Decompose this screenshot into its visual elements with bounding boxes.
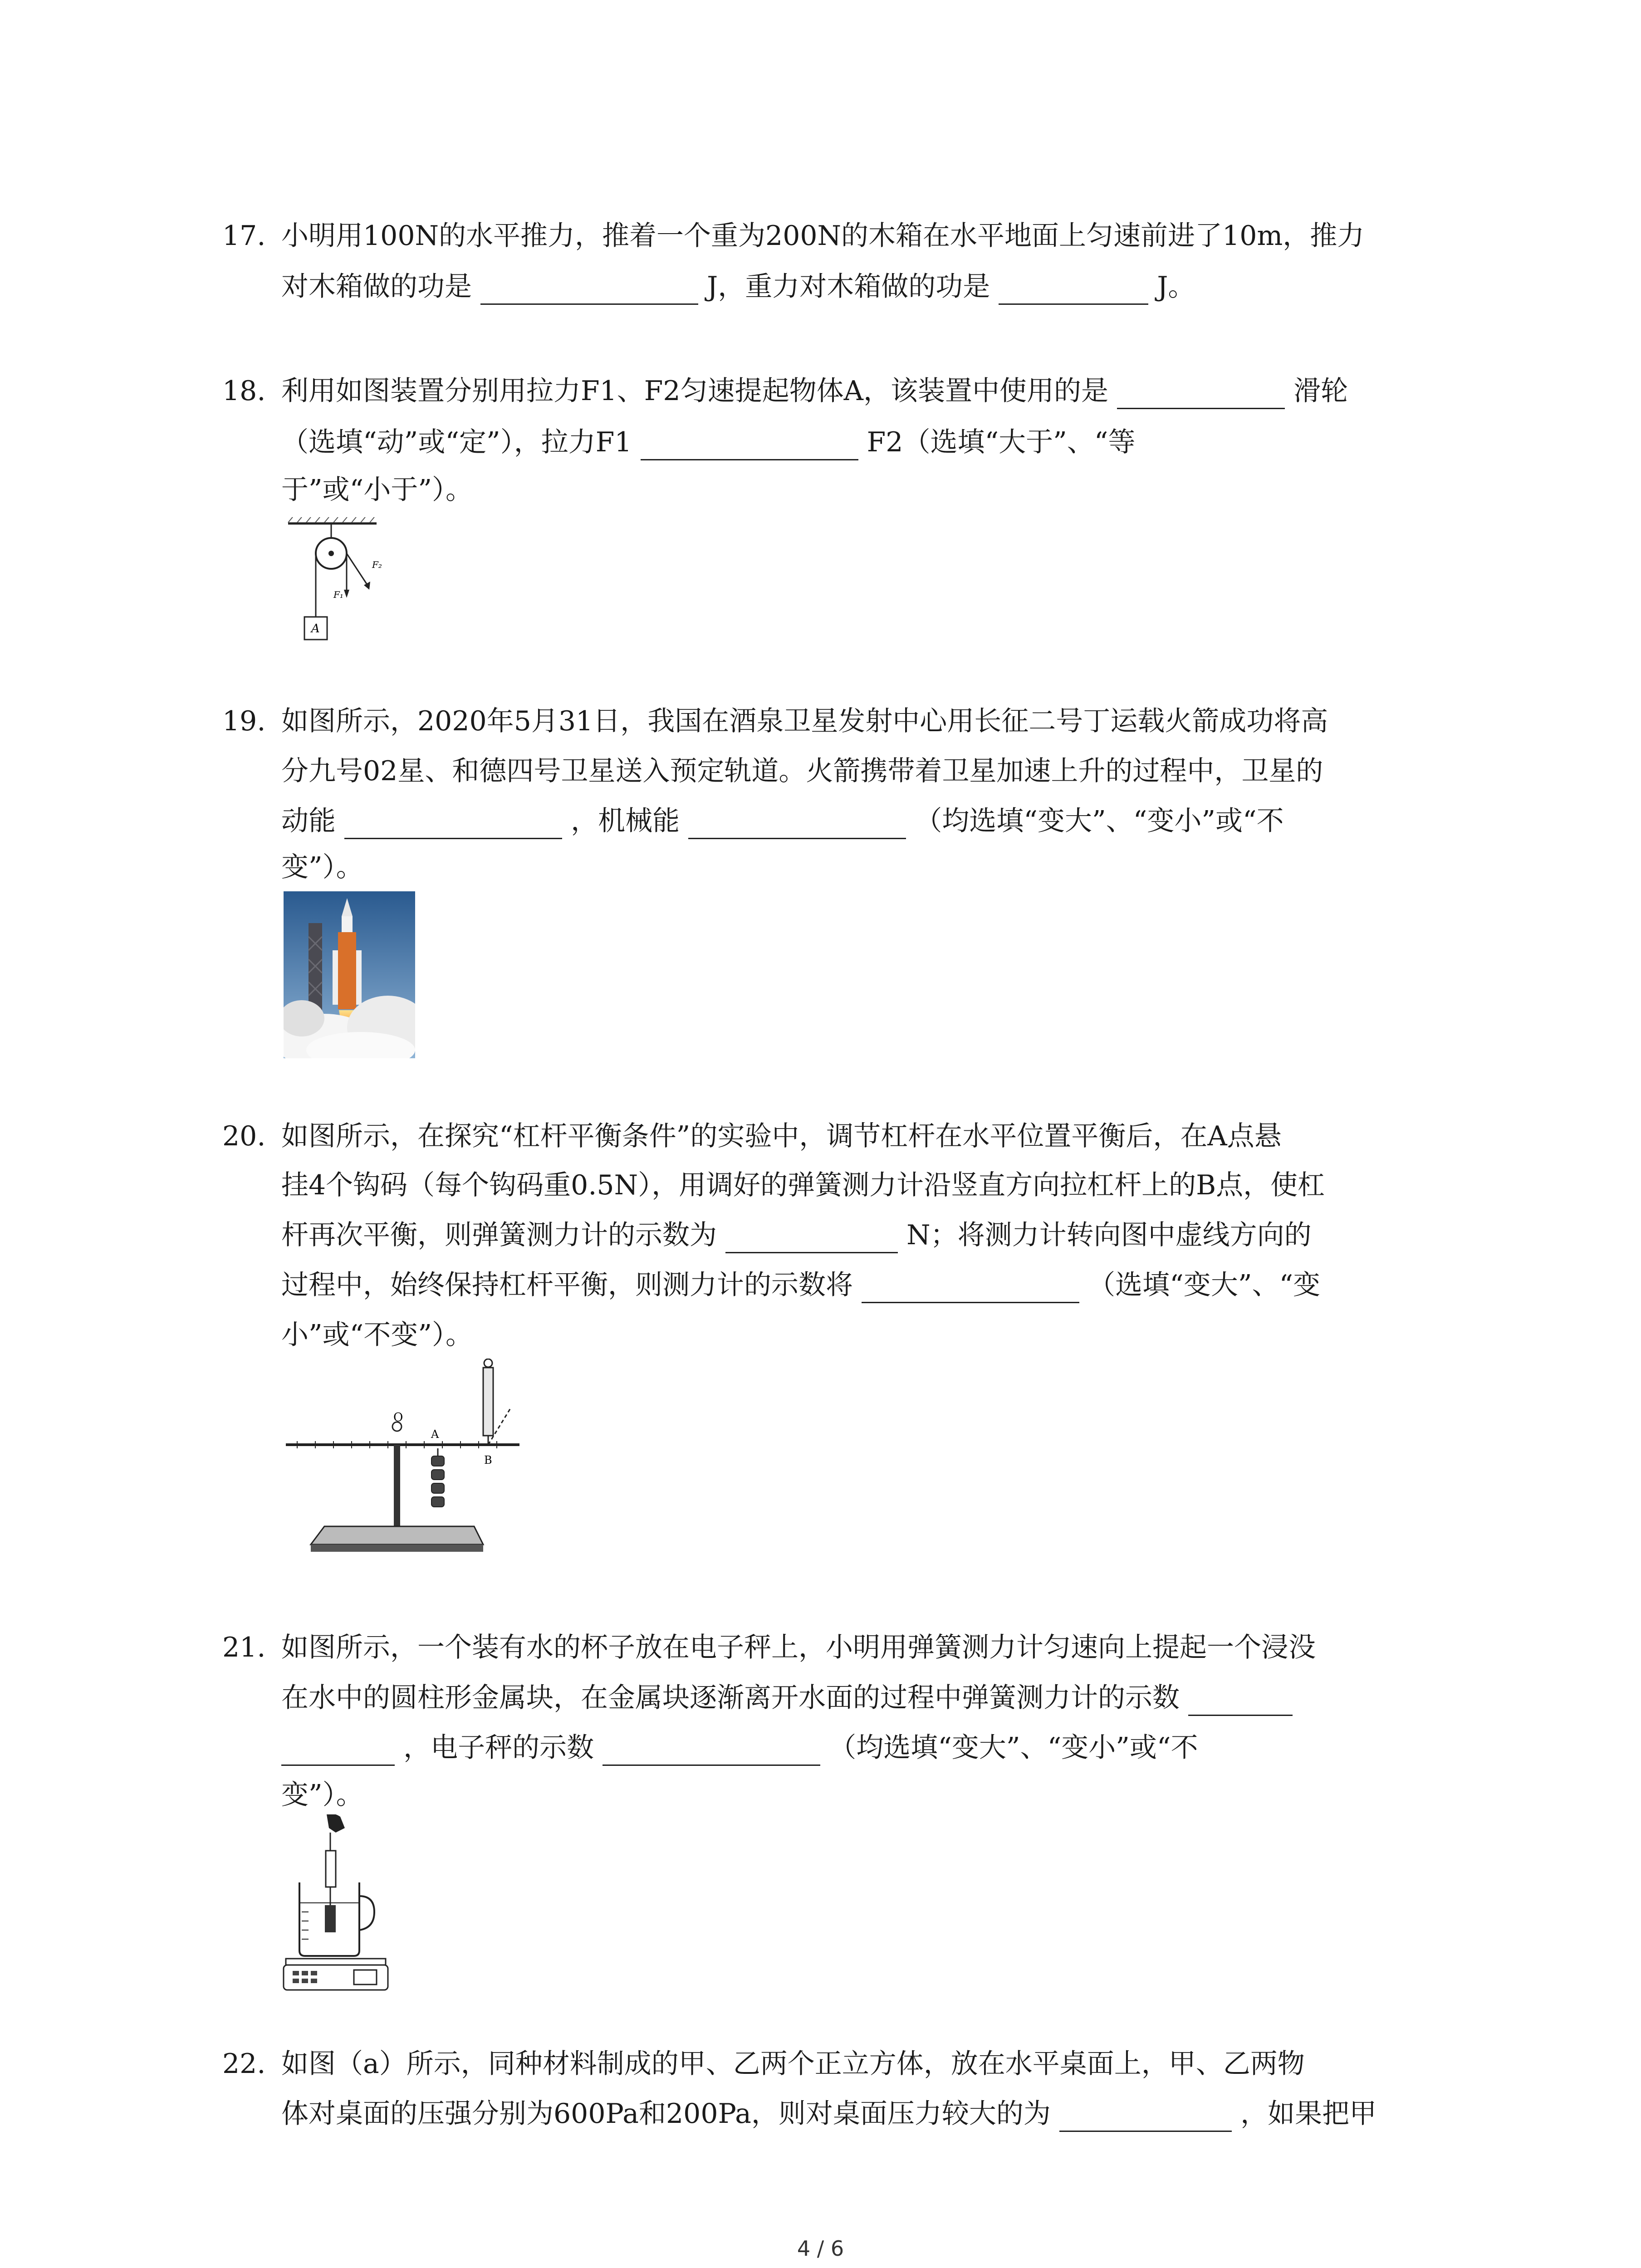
answer-blank[interactable] xyxy=(641,433,858,460)
question-text-line1: 如图（a）所示，同种材料制成的甲、乙两个正立方体，放在水平桌面上，甲、乙两物 xyxy=(281,2048,1305,2080)
text: 利用如图装置分别用拉力F1、F2匀速提起物体A，该装置中使用的是 xyxy=(281,375,1108,407)
question-text-line1: 如图所示，一个装有水的杯子放在电子秤上，小明用弹簧测力计匀速向上提起一个浸没 xyxy=(281,1632,1316,1663)
text: （均选填“变大”、“变小”或“不 xyxy=(829,1732,1198,1764)
question-text-line3 xyxy=(281,1217,1312,1253)
text: 在水中的圆柱形金属块，在金属块逐渐离开水面的过程中弹簧测力计的示数 xyxy=(281,1682,1180,1714)
answer-blank[interactable] xyxy=(1188,1688,1293,1716)
answer-blank[interactable] xyxy=(281,1738,395,1766)
question-text-line2: 分九号02星、和德四号卫星送入预定轨道。火箭携带着卫星加速上升的过程中，卫星的 xyxy=(281,755,1323,787)
question-text-line2 xyxy=(281,424,1135,460)
text: （选填“变大”、“变 xyxy=(1088,1269,1321,1301)
question-number: 22. xyxy=(222,2048,266,2080)
hook-weights xyxy=(431,1456,444,1507)
text: J，重力对木箱做的功是 xyxy=(707,271,990,303)
rocket-body xyxy=(338,932,356,1009)
page-number: 4 / 6 xyxy=(797,2236,844,2261)
question-text-line3 xyxy=(281,1730,1198,1766)
text: ，如果把甲 xyxy=(1240,2098,1377,2130)
question-text-line2: 挂4个钩码（每个钩码重0.5N），用调好的弹簧测力计沿竖直方向拉杠杆上的B点，使杠 xyxy=(281,1169,1325,1201)
pulley-figure xyxy=(286,517,395,649)
text: 动能 xyxy=(281,805,336,837)
text: 杆再次平衡，则弹簧测力计的示数为 xyxy=(281,1219,717,1251)
question-text-line2 xyxy=(281,1680,1293,1716)
question-text-line4 xyxy=(281,1267,1320,1303)
force2-label: F₂ xyxy=(372,559,382,570)
metal-cylinder xyxy=(325,1905,336,1932)
question-number: 20. xyxy=(222,1120,266,1152)
text: ，机械能 xyxy=(571,805,680,837)
text: F2（选填“大于”、“等 xyxy=(867,426,1136,458)
text: N；将测力计转向图中虚线方向的 xyxy=(906,1219,1312,1251)
spring-scale xyxy=(326,1851,336,1887)
text: 对木箱做的功是 xyxy=(281,271,472,303)
answer-blank[interactable] xyxy=(344,811,562,839)
text: J。 xyxy=(1157,271,1195,303)
question-text-line2 xyxy=(281,269,1195,305)
hand-icon xyxy=(327,1814,345,1833)
text: （选填“动”或“定”），拉力F1 xyxy=(281,426,632,458)
object-label: A xyxy=(311,622,320,635)
text: 滑轮 xyxy=(1293,375,1348,407)
answer-blank[interactable] xyxy=(999,277,1148,305)
question-text-line1: 如图所示，2020年5月31日，我国在酒泉卫星发射中心用长征二号丁运载火箭成功将高 xyxy=(281,705,1328,737)
text: （均选填“变大”、“变小”或“不 xyxy=(915,805,1284,837)
question-text-line4: 变”）。 xyxy=(281,851,363,883)
answer-blank[interactable] xyxy=(1059,2104,1232,2132)
question-text-line1 xyxy=(281,373,1348,409)
answer-blank[interactable] xyxy=(1117,381,1285,409)
label-a: A xyxy=(431,1428,439,1441)
text: 过程中，始终保持杠杆平衡，则测力计的示数将 xyxy=(281,1269,853,1301)
question-text-line3: 于”或“小于”）。 xyxy=(281,474,473,506)
label-b: B xyxy=(484,1454,492,1466)
text: ，电子秤的示数 xyxy=(403,1732,594,1764)
answer-blank[interactable] xyxy=(688,811,906,839)
stand-base xyxy=(311,1526,483,1545)
question-text-line2 xyxy=(281,2096,1376,2132)
question-text: 小明用100N的水平推力，推着一个重为200N的木箱在水平地面上匀速前进了10m，推力 xyxy=(281,220,1365,252)
question-text-line3 xyxy=(281,803,1284,839)
beaker-scale-figure xyxy=(281,1814,390,1991)
spring-scale xyxy=(483,1368,493,1436)
question-number: 18. xyxy=(222,375,266,407)
answer-blank[interactable] xyxy=(480,277,698,305)
lever-experiment-figure xyxy=(284,1359,519,1572)
force1-label: F₁ xyxy=(333,589,343,600)
question-text-line1: 如图所示，在探究“杠杆平衡条件”的实验中，调节杠杆在水平位置平衡后，在A点悬 xyxy=(281,1120,1282,1152)
question-text-line5: 小”或“不变”）。 xyxy=(281,1319,473,1351)
question-number: 17. xyxy=(222,220,266,252)
answer-blank[interactable] xyxy=(725,1226,898,1253)
question-number: 19. xyxy=(222,705,266,737)
question-number: 21. xyxy=(222,1632,266,1663)
label-o: O xyxy=(393,1411,403,1424)
scale-display xyxy=(354,1970,377,1984)
question-text-line4: 变”）。 xyxy=(281,1779,363,1811)
answer-blank[interactable] xyxy=(862,1276,1079,1303)
text: 体对桌面的压强分别为600Pa和200Pa，则对桌面压力较大的为 xyxy=(281,2098,1051,2130)
answer-blank[interactable] xyxy=(603,1738,820,1766)
rocket-launch-photo xyxy=(284,891,415,1058)
